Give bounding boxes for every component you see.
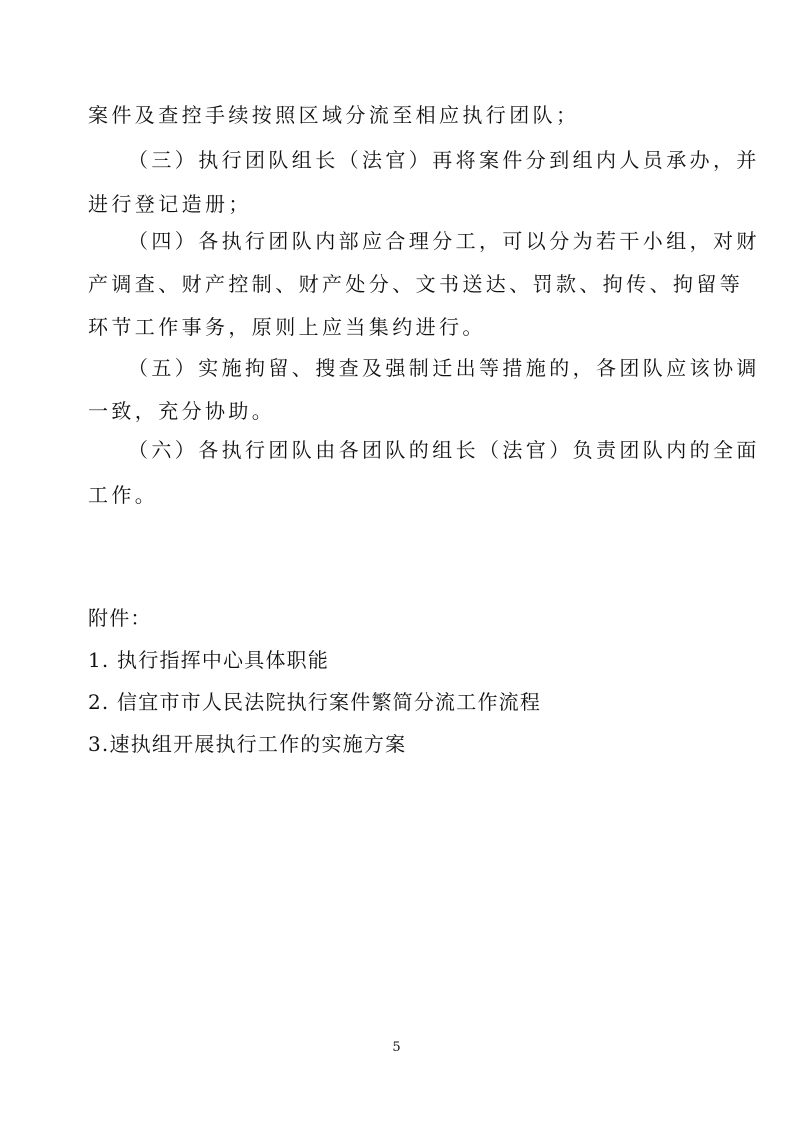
body-line-4: （四）各执行团队内部应合理分工，可以分为若干小组，对财 [128,229,760,253]
body-line-10: 工作。 [88,483,159,507]
body-line-5: 产调查、财产控制、财产处分、文书送达、罚款、拘传、拘留等 [88,272,744,296]
attachment-item-1: 1. 执行指挥中心具体职能 [88,648,330,672]
body-line-9: （六）各执行团队由各团队的组长（法官）负责团队内的全面 [128,438,760,462]
body-line-3: 进行登记造册； [88,192,252,216]
body-line-2: （三）执行团队组长（法官）再将案件分到组内人员承办，并 [128,148,760,172]
body-line-7: （五）实施拘留、搜查及强制迁出等措施的，各团队应该协调 [128,356,760,380]
body-line-1: 案件及查控手续按照区域分流至相应执行团队； [88,103,580,127]
page-number: 5 [392,1040,401,1055]
attachment-item-2: 2. 信宜市市人民法院执行案件繁简分流工作流程 [88,690,542,714]
attachments-heading: 附件： [88,606,152,630]
body-line-6: 环节工作事务，原则上应当集约进行。 [88,315,486,339]
body-line-8: 一致，充分协助。 [88,399,276,423]
attachment-item-3: 3.速执组开展执行工作的实施方案 [88,732,407,756]
